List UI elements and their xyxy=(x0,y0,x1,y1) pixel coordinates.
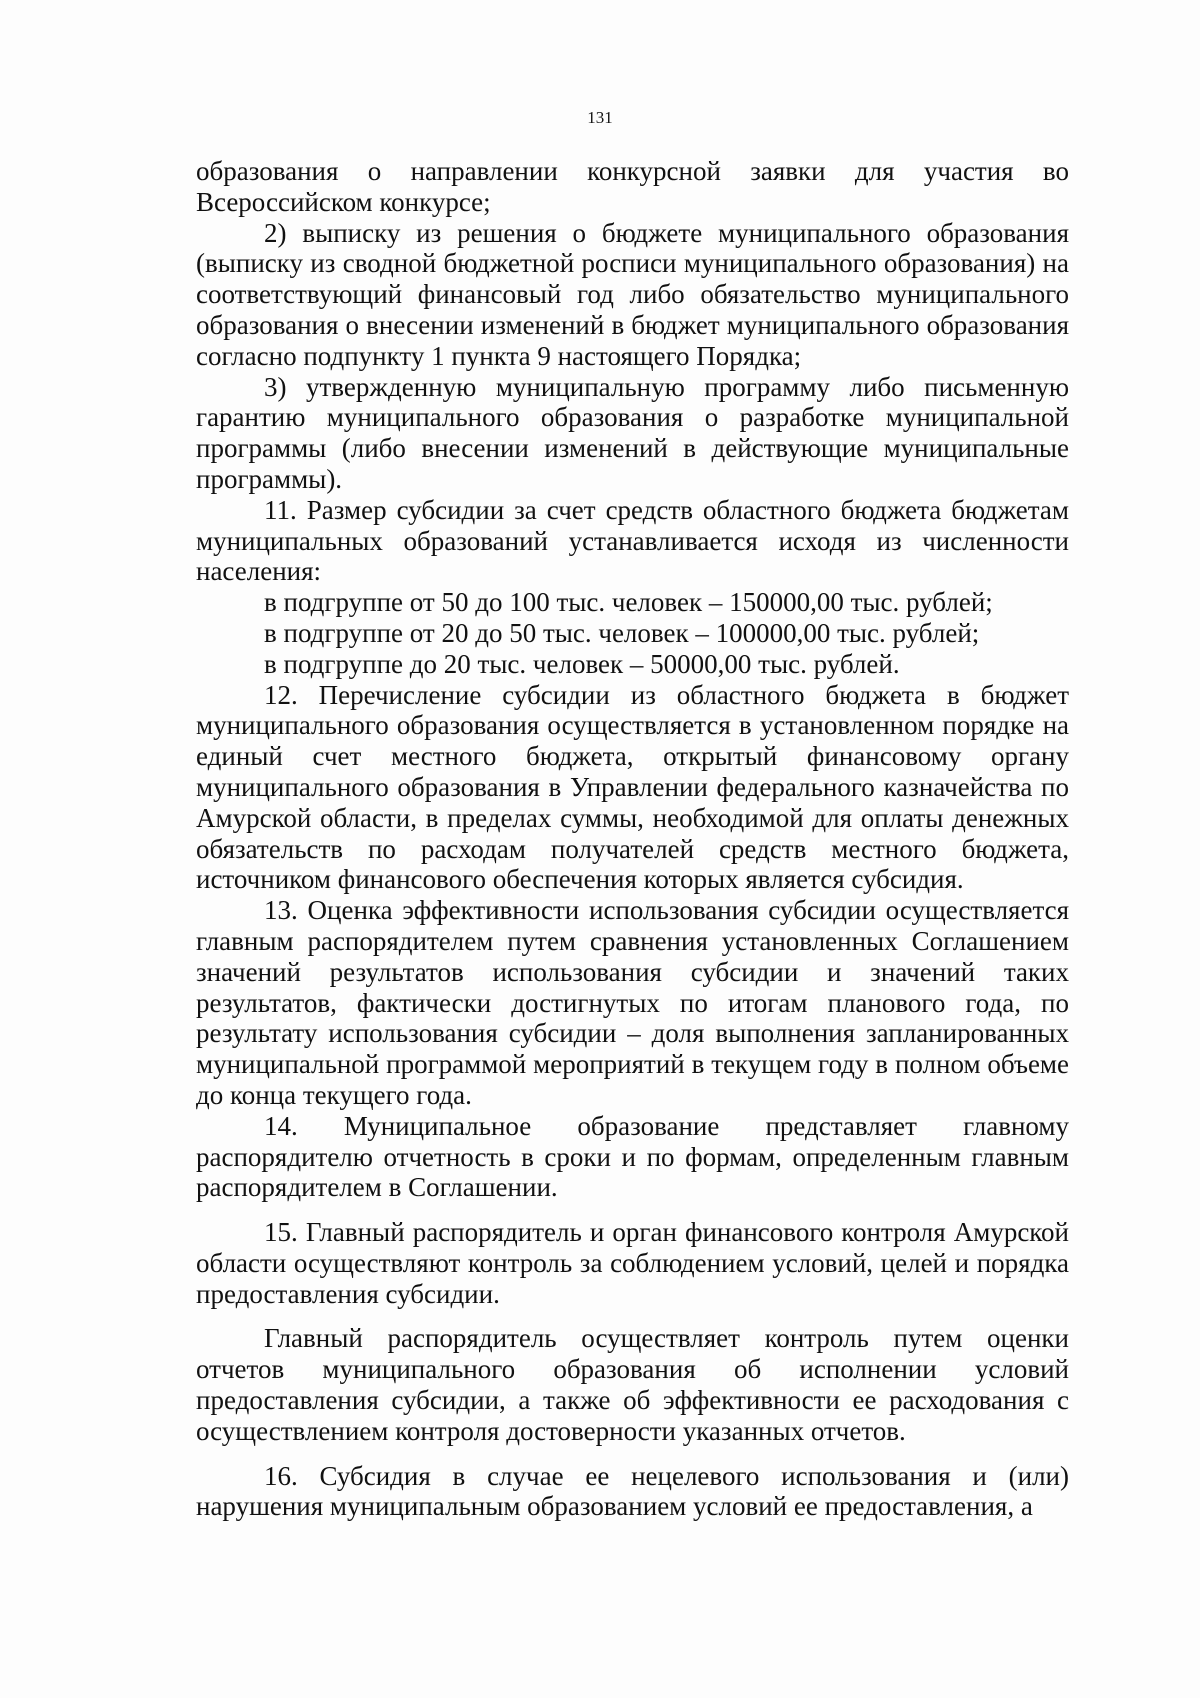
paragraph-item-2: 2) выписку из решения о бюджете муниципального образования (выписку из сводной бюджетной росписи муниципального образования) на соответствующий финансовый год либо обязательство муниципального образования о внесении изменений в бюджет муниципального образования согласно подпункту 1 пункта 9 настоящего Порядка; xyxy=(196,217,1069,371)
paragraph-subgroup-2: в подгруппе от 20 до 50 тыс. человек – 100000,00 тыс. рублей; xyxy=(264,617,980,648)
paragraph-clause-15: 15. Главный распорядитель и орган финансового контроля Амурской области осуществляют контроль за соблюдением условий, целей и порядка предоставления субсидии. xyxy=(196,1217,1069,1309)
paragraph-clause-13: 13. Оценка эффективности использования субсидии осуществляется главным распорядителем путем сравнения установленных Соглашением значений результатов использования субсидии и значений таких результатов, фактически достигнутых по итогам планового года, по результату использования субсидии – доля выполнения запланированных муниципальной программой мероприятий в текущем году в полном объеме до конца текущего года. xyxy=(196,895,1069,1110)
document-body xyxy=(196,156,1069,1522)
paragraph-item-3: 3) утвержденную муниципальную программу либо письменную гарантию муниципального образования о разработке муниципальной программы (либо внесении изменений в действующие муниципальные программы). xyxy=(196,371,1069,494)
paragraph-clause-11: 11. Размер субсидии за счет средств областного бюджета бюджетам муниципальных образований устанавливается исходя из численности населения: xyxy=(196,494,1069,587)
paragraph-clause-14: 14. Муниципальное образование представляет главному распорядителю отчетность в сроки и по формам, определенным главным распорядителем в Соглашении. xyxy=(196,1110,1069,1203)
paragraph-subgroup-1: в подгруппе от 50 до 100 тыс. человек – 150000,00 тыс. рублей; xyxy=(264,587,993,618)
paragraph-clause-12: 12. Перечисление субсидии из областного бюджета в бюджет муниципального образования осуществляется в установленном порядке на единый счет местного бюджета, открытый финансовому органу муниципального образования в Управлении федерального казначейства по Амурской области, в пределах суммы, необходимой для оплаты денежных обязательств по расходам получателей средств местного бюджета, источником финансового обеспечения которых является субсидия. xyxy=(196,679,1069,895)
paragraph-control: Главный распорядитель осуществляет контроль путем оценки отчетов муниципального образования об исполнении условий предоставления субсидии, а также об эффективности ее расходования с осуществлением контроля достоверности указанных отчетов. xyxy=(196,1323,1069,1446)
paragraph-continuation: образования о направлении конкурсной заявки для участия во Всероссийском конкурсе; xyxy=(196,156,1069,217)
page-number: 131 xyxy=(587,108,613,127)
paragraph-subgroup-3: в подгруппе до 20 тыс. человек – 50000,00 тыс. рублей. xyxy=(264,648,900,679)
paragraph-clause-16: 16. Субсидия в случае ее нецелевого использования и (или) нарушения муниципальным образованием условий ее предоставления, а xyxy=(196,1460,1069,1522)
